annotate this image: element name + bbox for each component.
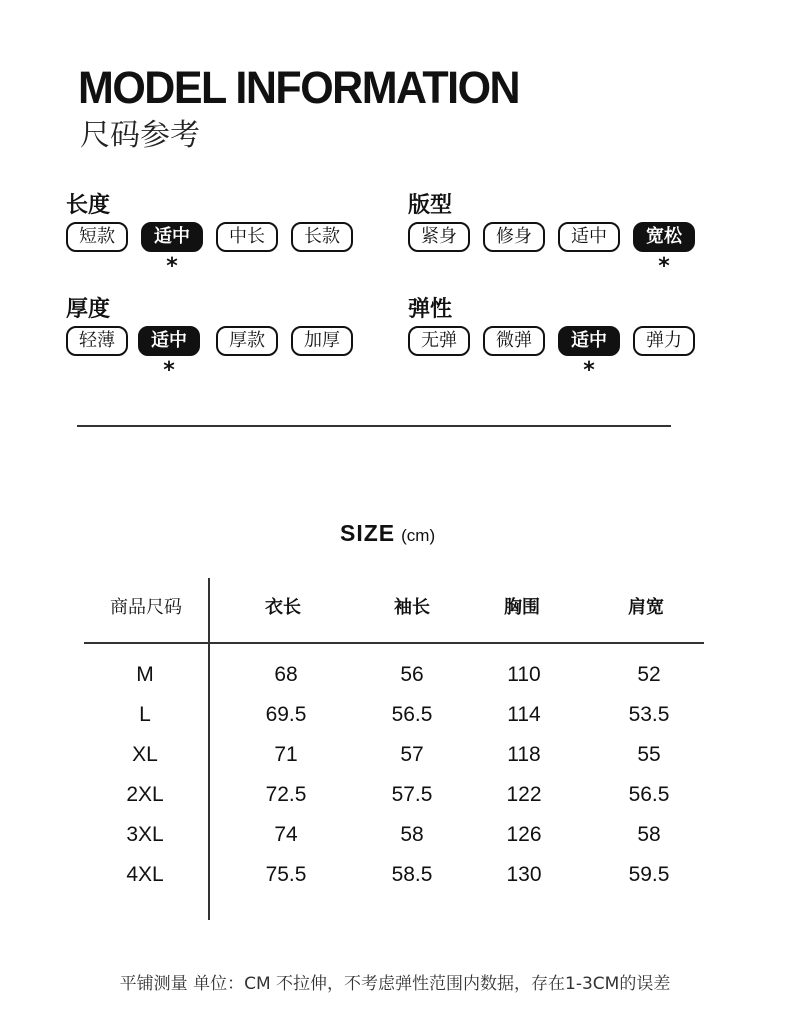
option-pill: 轻薄 bbox=[66, 326, 128, 356]
sleeve-cell: 58 bbox=[400, 823, 424, 846]
table-row bbox=[0, 662, 790, 702]
table-row bbox=[0, 822, 790, 862]
sleeve-cell: 56 bbox=[400, 663, 424, 686]
option-pill-selected: 适中 bbox=[141, 222, 203, 252]
chest-cell: 126 bbox=[506, 823, 542, 846]
table-row bbox=[0, 862, 790, 902]
column-header: 商品尺码 bbox=[110, 597, 182, 618]
group-label: 厚度 bbox=[66, 297, 111, 322]
table-row bbox=[0, 742, 790, 782]
column-header: 袖长 bbox=[394, 597, 430, 618]
shoulder-cell: 52 bbox=[637, 663, 661, 686]
size-cell: L bbox=[139, 703, 151, 726]
option-pill-selected: 适中 bbox=[138, 326, 200, 356]
section-divider bbox=[77, 425, 671, 427]
group-label: 版型 bbox=[408, 193, 453, 218]
size-unit: (cm) bbox=[401, 526, 436, 545]
length-cell: 72.5 bbox=[265, 783, 307, 806]
page-subtitle: 尺码参考 bbox=[80, 118, 200, 153]
shoulder-cell: 53.5 bbox=[628, 703, 670, 726]
chest-cell: 130 bbox=[506, 863, 542, 886]
option-pill-selected: 宽松 bbox=[633, 222, 695, 252]
sleeve-cell: 57.5 bbox=[391, 783, 433, 806]
attribute-group-length bbox=[66, 192, 366, 279]
column-header: 肩宽 bbox=[628, 597, 664, 618]
option-pill: 弹力 bbox=[633, 326, 695, 356]
attribute-group-fit bbox=[408, 192, 708, 279]
selected-marker: * bbox=[163, 358, 175, 383]
table-row bbox=[0, 702, 790, 742]
size-title-text: SIZE bbox=[340, 520, 396, 546]
selected-marker: * bbox=[658, 254, 670, 279]
length-cell: 68 bbox=[274, 663, 298, 686]
measurement-footnote: 平铺测量 单位：CM 不拉伸，不考虑弹性范围内数据，存在1-3CM的误差 bbox=[119, 974, 671, 994]
option-pill: 短款 bbox=[66, 222, 128, 252]
option-pill: 微弹 bbox=[483, 326, 545, 356]
sleeve-cell: 56.5 bbox=[391, 703, 433, 726]
length-cell: 75.5 bbox=[265, 863, 307, 886]
chest-cell: 110 bbox=[507, 663, 541, 686]
option-row bbox=[66, 222, 376, 279]
shoulder-cell: 56.5 bbox=[628, 783, 670, 806]
size-cell: XL bbox=[132, 743, 158, 766]
selected-marker: * bbox=[166, 254, 178, 279]
option-pill: 长款 bbox=[291, 222, 353, 252]
length-cell: 71 bbox=[274, 743, 298, 766]
size-cell: M bbox=[136, 663, 154, 686]
option-pill-selected: 适中 bbox=[558, 326, 620, 356]
attribute-group-thickness bbox=[66, 296, 366, 383]
length-cell: 74 bbox=[274, 823, 298, 846]
page-title: MODEL INFORMATION bbox=[78, 63, 520, 114]
size-table-title bbox=[340, 520, 435, 547]
size-cell: 3XL bbox=[126, 823, 164, 846]
length-cell: 69.5 bbox=[265, 703, 307, 726]
group-label: 长度 bbox=[66, 193, 111, 218]
group-label: 弹性 bbox=[408, 297, 453, 322]
shoulder-cell: 55 bbox=[637, 743, 661, 766]
selected-marker: * bbox=[583, 358, 595, 383]
option-row bbox=[66, 326, 376, 383]
shoulder-cell: 59.5 bbox=[628, 863, 670, 886]
option-pill: 适中 bbox=[558, 222, 620, 252]
option-row bbox=[408, 326, 718, 383]
column-header: 衣长 bbox=[265, 597, 301, 618]
option-pill: 修身 bbox=[483, 222, 545, 252]
option-pill: 加厚 bbox=[291, 326, 353, 356]
shoulder-cell: 58 bbox=[637, 823, 661, 846]
size-cell: 2XL bbox=[126, 783, 164, 806]
sleeve-cell: 57 bbox=[400, 743, 424, 766]
column-header: 胸围 bbox=[504, 597, 540, 618]
option-pill: 无弹 bbox=[408, 326, 470, 356]
sleeve-cell: 58.5 bbox=[391, 863, 433, 886]
option-row bbox=[408, 222, 718, 279]
chest-cell: 122 bbox=[506, 783, 542, 806]
size-cell: 4XL bbox=[126, 863, 164, 886]
option-pill: 厚款 bbox=[216, 326, 278, 356]
chest-cell: 114 bbox=[507, 703, 541, 726]
table-row bbox=[0, 782, 790, 822]
option-pill: 紧身 bbox=[408, 222, 470, 252]
chest-cell: 118 bbox=[507, 743, 541, 766]
attribute-group-elasticity bbox=[408, 296, 708, 383]
option-pill: 中长 bbox=[216, 222, 278, 252]
table-header-rule bbox=[84, 642, 704, 644]
